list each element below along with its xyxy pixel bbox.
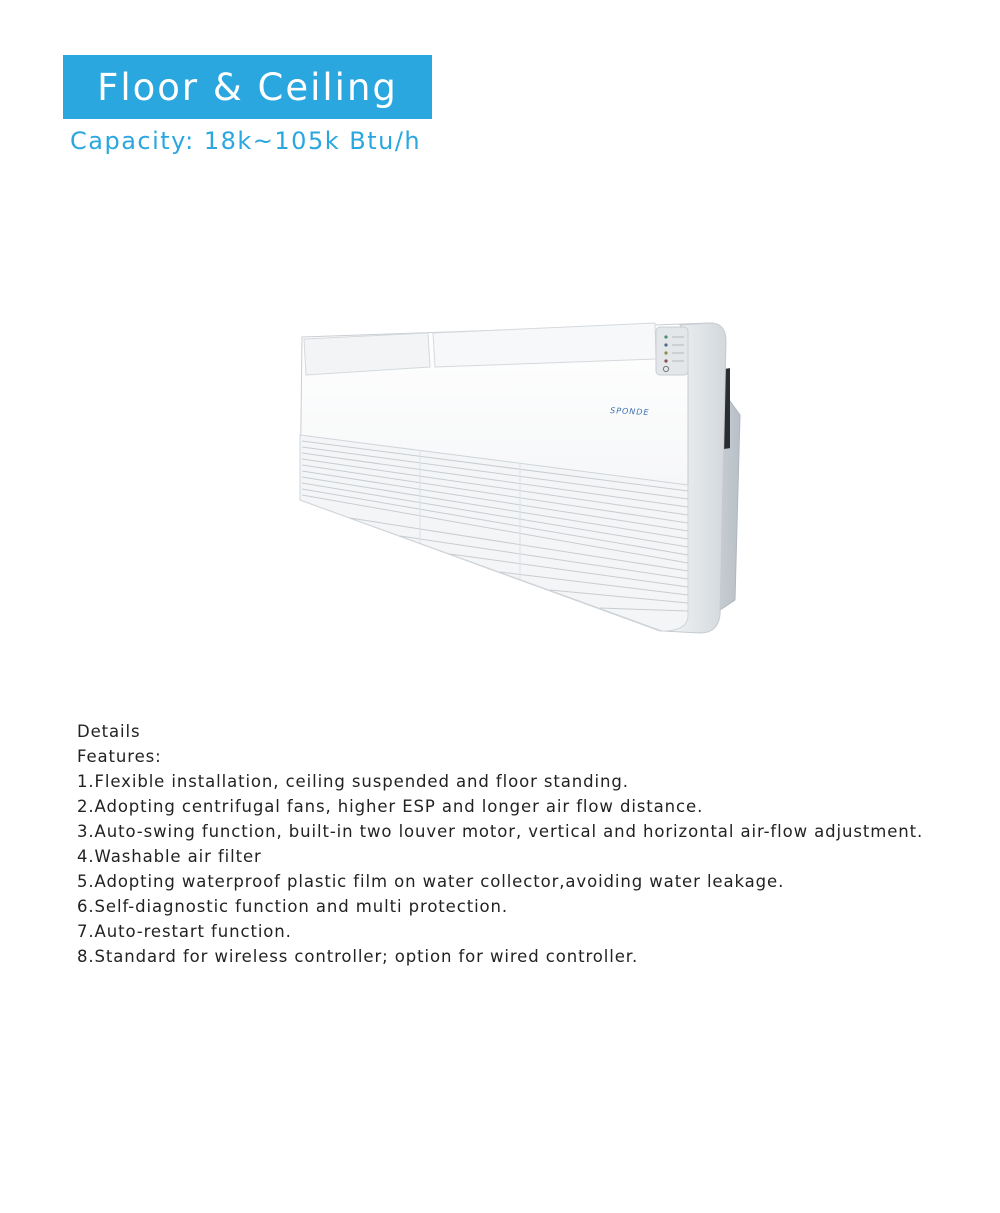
page-title: Floor & Ceiling (97, 65, 398, 109)
feature-item: 4.Washable air filter (77, 847, 262, 866)
details-heading: Details (77, 722, 141, 741)
features-label: Features: (77, 747, 162, 766)
title-banner (63, 55, 432, 119)
feature-item: 3.Auto-swing function, built-in two louver motor, vertical and horizontal air-flow adjustment. (77, 822, 924, 841)
details-section (77, 719, 987, 969)
svg-text:SPONDE: SPONDE (609, 406, 650, 418)
feature-item: 2.Adopting centrifugal fans, higher ESP and longer air flow distance. (77, 797, 704, 816)
feature-item: 7.Auto-restart function. (77, 922, 292, 941)
air-conditioner-image (290, 315, 750, 650)
feature-item: 5.Adopting waterproof plastic film on water collector,avoiding water leakage. (77, 872, 785, 891)
capacity-subtitle: Capacity: 18k~105k Btu/h (70, 127, 422, 155)
feature-item: 1.Flexible installation, ceiling suspended and floor standing. (77, 772, 629, 791)
feature-item: 6.Self-diagnostic function and multi protection. (77, 897, 509, 916)
feature-item: 8.Standard for wireless controller; option for wired controller. (77, 947, 639, 966)
